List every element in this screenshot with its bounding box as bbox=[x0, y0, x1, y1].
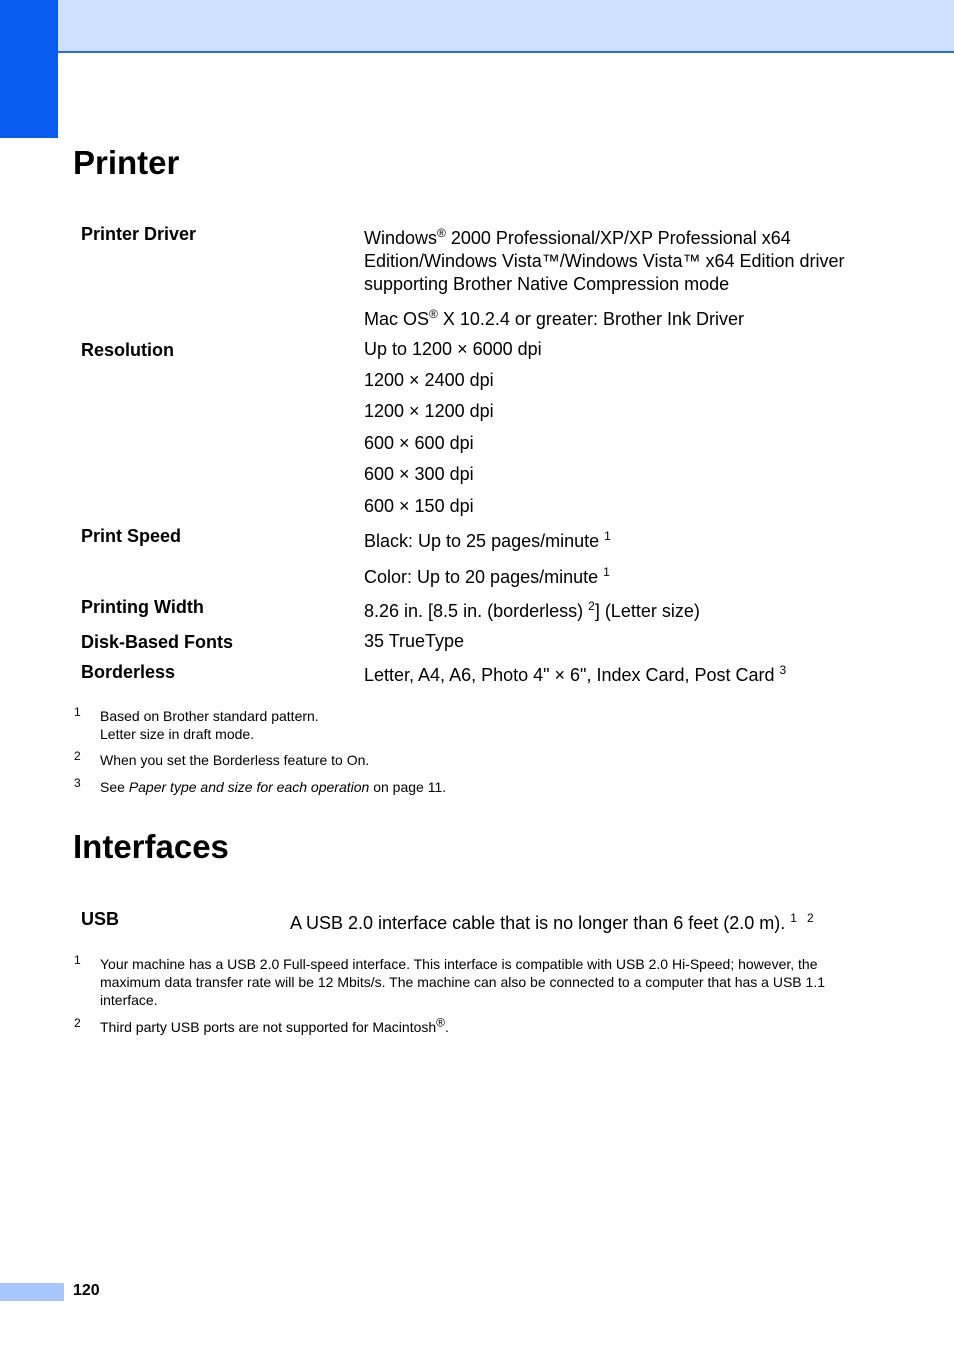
footnote-text bbox=[100, 707, 319, 743]
footnote-line: Your machine has a USB 2.0 Full-speed interface. This interface is compatible with USB 2.0 Hi-Speed; however, the bbox=[100, 956, 818, 972]
footnote-macintosh: Third party USB ports are not supported for Macintosh bbox=[100, 1019, 437, 1035]
mac-prefix: Mac OS bbox=[364, 309, 430, 329]
value-resolution-3: 1200 × 1200 dpi bbox=[364, 401, 494, 421]
value-borderless bbox=[364, 664, 786, 687]
windows-line3: supporting Brother Native Compression mode bbox=[364, 274, 730, 294]
width-text-end: ] (Letter size) bbox=[594, 601, 700, 621]
value-printing-width bbox=[364, 600, 700, 623]
footnote-ref: 2 bbox=[807, 911, 814, 925]
value-resolution-5: 600 × 300 dpi bbox=[364, 464, 474, 484]
footnote-text bbox=[100, 1015, 449, 1036]
footnote-line: Based on Brother standard pattern. bbox=[100, 708, 319, 724]
footnote-number: 3 bbox=[74, 776, 81, 790]
label-usb: USB bbox=[81, 909, 120, 929]
footnote-link-title: Paper type and size for each operation bbox=[128, 779, 370, 795]
footnote-ref: 1 bbox=[604, 529, 611, 543]
chapter-tab bbox=[0, 0, 58, 138]
speed-color-text: Color: Up to 20 pages/minute bbox=[364, 567, 604, 587]
value-speed-color bbox=[364, 566, 610, 589]
value-resolution-6: 600 × 150 dpi bbox=[364, 496, 474, 516]
borderless-text: Letter, A4, A6, Photo 4" × 6", Index Card, Post Card bbox=[364, 665, 780, 685]
page-number: 120 bbox=[73, 1282, 100, 1299]
value-resolution-4: 600 × 600 dpi bbox=[364, 433, 474, 453]
footnote-line: maximum data transfer rate will be 12 Mbits/s. The machine can also be connected to a computer that has a USB 1.1 bbox=[100, 974, 825, 990]
footnote-text: When you set the Borderless feature to On. bbox=[100, 752, 370, 768]
value-driver-windows bbox=[364, 227, 845, 296]
value-disk-fonts: 35 TrueType bbox=[364, 631, 465, 651]
label-printer-driver: Printer Driver bbox=[81, 224, 197, 244]
header-band bbox=[58, 0, 954, 53]
registered-mark: ® bbox=[436, 1015, 446, 1030]
footnote-number: 1 bbox=[74, 953, 81, 967]
footnote-ref: 1 bbox=[603, 565, 610, 579]
footnote-text bbox=[100, 778, 446, 796]
page-number-bar bbox=[0, 1283, 64, 1301]
usb-text: A USB 2.0 interface cable that is no longer than 6 feet (2.0 m). bbox=[290, 913, 791, 933]
windows-line1: 2000 Professional/XP/XP Professional x64 bbox=[445, 228, 791, 248]
value-driver-mac bbox=[364, 308, 744, 331]
width-text: 8.26 in. [8.5 in. (borderless) bbox=[364, 601, 589, 621]
registered-mark: ® bbox=[429, 307, 438, 321]
speed-black-text: Black: Up to 25 pages/minute bbox=[364, 531, 605, 551]
footnote-ref: 1 bbox=[790, 911, 797, 925]
value-resolution-2: 1200 × 2400 dpi bbox=[364, 370, 494, 390]
label-disk-fonts: Disk-Based Fonts bbox=[81, 632, 234, 652]
footnote-number: 2 bbox=[74, 749, 81, 763]
value-usb bbox=[290, 912, 814, 935]
label-resolution: Resolution bbox=[81, 340, 174, 360]
footnote-line: Letter size in draft mode. bbox=[100, 726, 255, 742]
section-title-printer: Printer bbox=[73, 144, 180, 181]
footnote-line: interface. bbox=[100, 992, 158, 1008]
footnote-text bbox=[100, 955, 825, 1009]
footnote-number: 2 bbox=[74, 1016, 81, 1030]
windows-prefix: Windows bbox=[364, 228, 438, 248]
label-borderless: Borderless bbox=[81, 662, 176, 682]
section-title-interfaces: Interfaces bbox=[73, 828, 229, 865]
registered-mark: ® bbox=[437, 226, 446, 240]
windows-line2: Edition/Windows Vista™/Windows Vista™ x64 Edition driver bbox=[364, 251, 845, 271]
footnote-see: See bbox=[100, 779, 129, 795]
mac-text: X 10.2.4 or greater: Brother Ink Driver bbox=[437, 309, 744, 329]
value-resolution-1: Up to 1200 × 6000 dpi bbox=[364, 339, 542, 359]
label-print-speed: Print Speed bbox=[81, 526, 182, 546]
footnote-ref: 3 bbox=[779, 663, 787, 677]
footnote-period: . bbox=[445, 1019, 449, 1035]
footnote-number: 1 bbox=[74, 705, 81, 719]
footnote-page-ref: on page 11. bbox=[369, 779, 447, 795]
label-printing-width: Printing Width bbox=[81, 597, 204, 617]
value-speed-black bbox=[364, 530, 611, 553]
footnote-ref: 2 bbox=[588, 599, 595, 613]
